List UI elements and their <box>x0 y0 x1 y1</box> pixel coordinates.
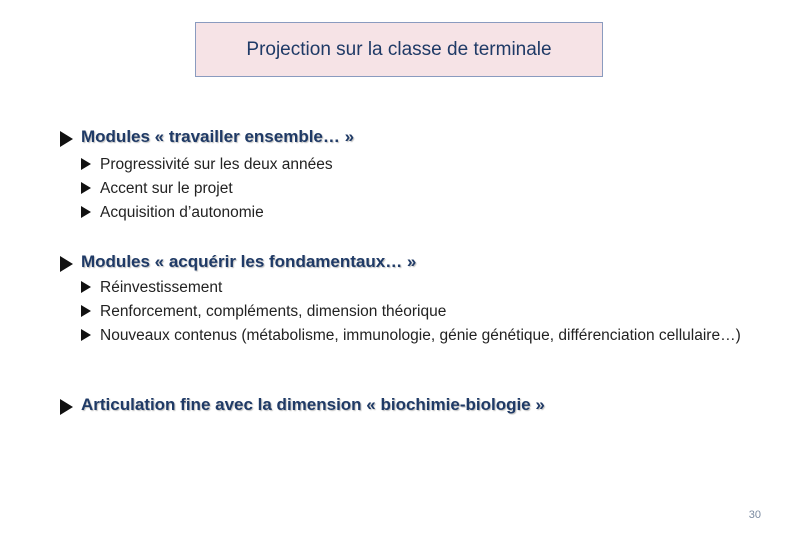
arrowhead-bullet-icon <box>81 281 91 293</box>
slide-title-box <box>195 22 603 77</box>
arrowhead-bullet-icon <box>60 399 73 415</box>
section-heading-text: Modules « travailler ensemble… » <box>81 127 355 146</box>
arrowhead-bullet-icon <box>81 158 91 170</box>
page-number: 30 <box>748 509 761 521</box>
section-heading-text: Modules « acquérir les fondamentaux… » <box>81 252 417 271</box>
list-item <box>81 278 772 297</box>
arrowhead-bullet-icon <box>81 182 91 194</box>
list-item <box>81 155 772 174</box>
list-item-text: Accent sur le projet <box>100 180 233 197</box>
list-item <box>81 302 772 321</box>
section-heading-1 <box>60 127 354 147</box>
list-item-text: Renforcement, compléments, dimension théorique <box>100 303 447 320</box>
section-heading-2 <box>60 252 416 272</box>
list-item-text: Acquisition d’autonomie <box>100 204 264 221</box>
arrowhead-bullet-icon <box>81 305 91 317</box>
list-item-text: Nouveaux contenus (métabolisme, immunologie, génie génétique, différenciation cellulaire…) <box>100 327 741 344</box>
section-heading-3 <box>60 395 545 415</box>
list-item-text: Progressivité sur les deux années <box>100 156 333 173</box>
list-item <box>81 203 772 222</box>
slide-title: Projection sur la classe de terminale <box>246 38 552 60</box>
section-heading-text: Articulation fine avec la dimension « biochimie-biologie » <box>81 395 545 414</box>
arrowhead-bullet-icon <box>81 329 91 341</box>
list-item-text: Réinvestissement <box>100 279 223 296</box>
arrowhead-bullet-icon <box>60 256 73 272</box>
arrowhead-bullet-icon <box>60 131 73 147</box>
list-item <box>81 326 772 345</box>
arrowhead-bullet-icon <box>81 206 91 218</box>
list-item <box>81 179 772 198</box>
